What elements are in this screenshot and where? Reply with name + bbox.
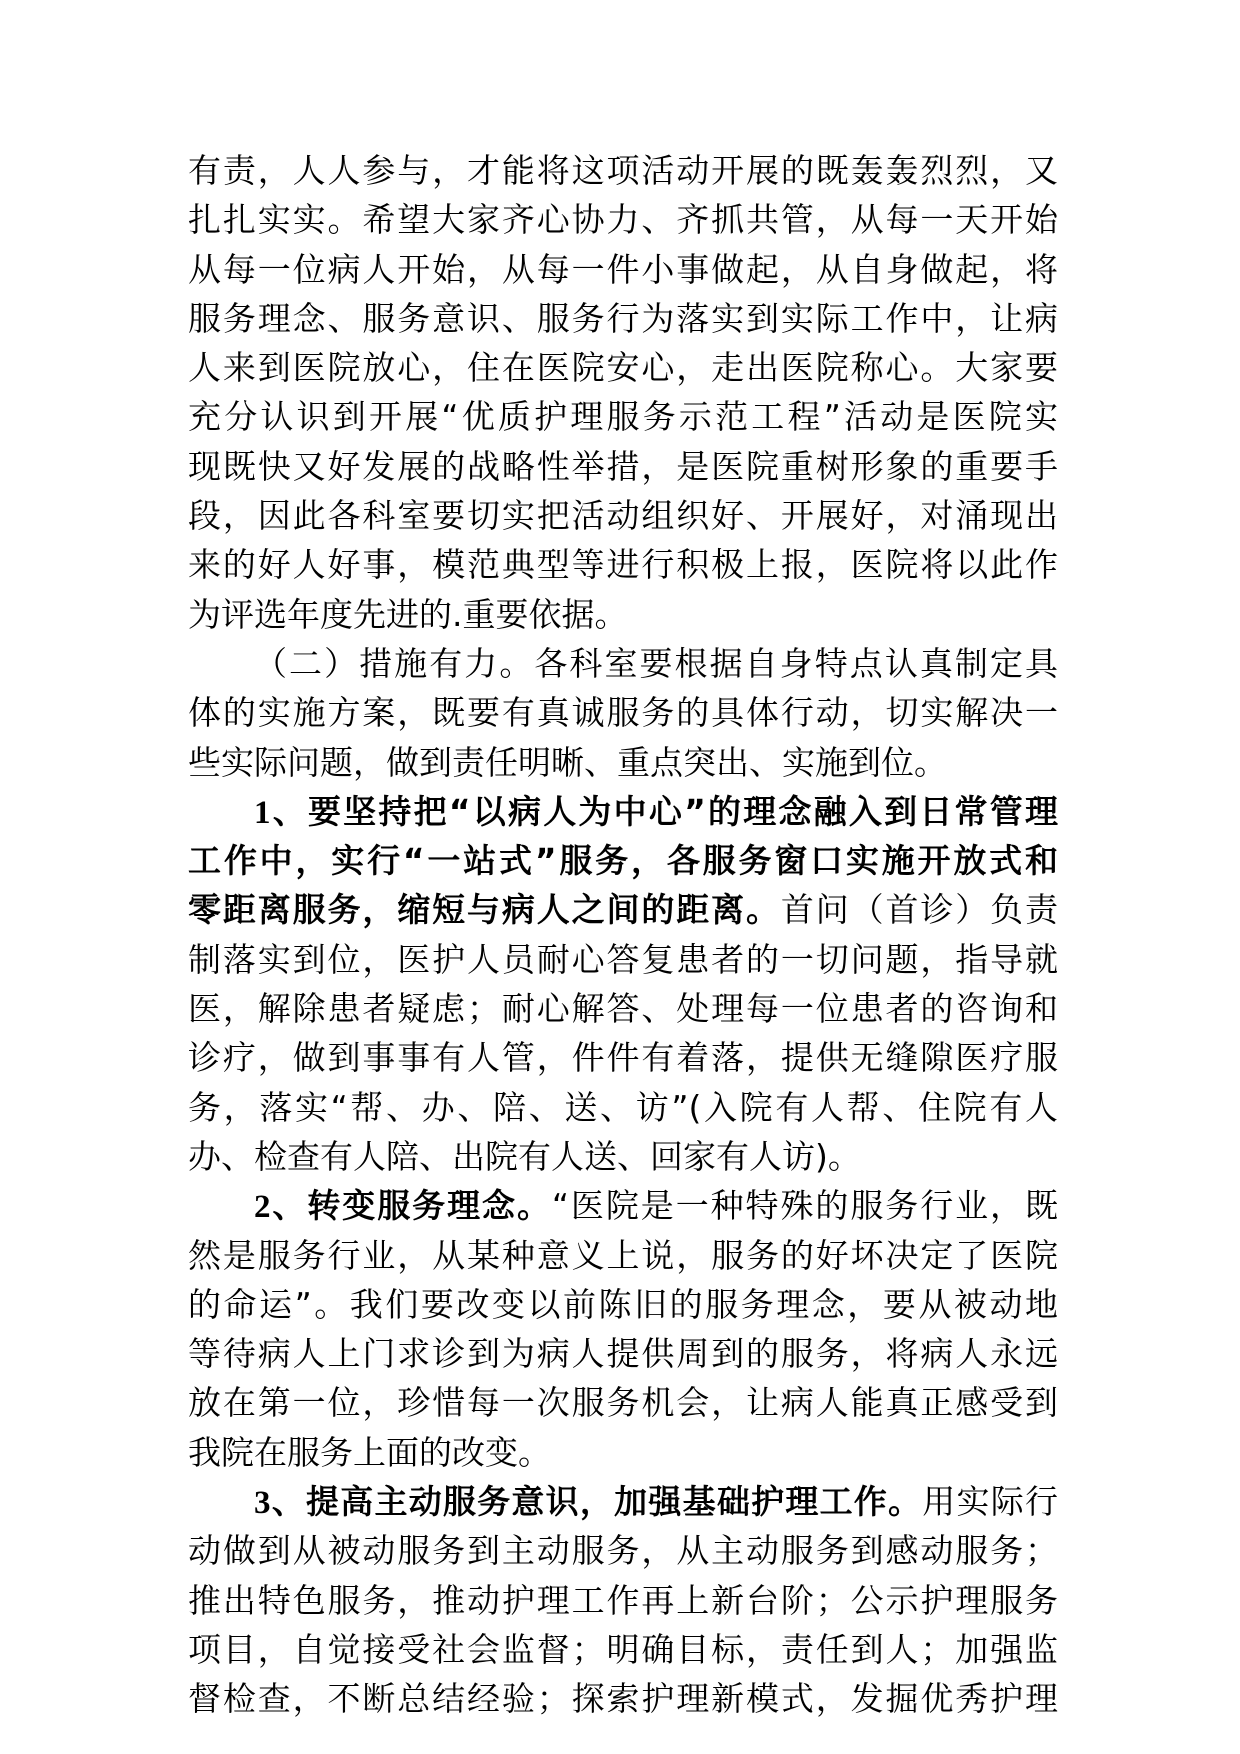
text-line	[188, 1674, 1058, 1723]
line-text: 动做到从被动服务到主动服务，从主动服务到感动服务；	[188, 1531, 1058, 1571]
text-line	[188, 146, 1058, 195]
line-text: 推出特色服务，推动护理工作再上新台阶；公示护理服务	[188, 1580, 1058, 1620]
bold-text: 零距离服务，缩短与病人之间的距离。	[188, 890, 781, 930]
line-text: 办、检查有人陪、出院有人送、回家有人访)。	[188, 1136, 861, 1176]
bold-text: 、要坚持把“以病人为中心”的理念融入到日常管理	[270, 791, 1058, 831]
line-text: 我院在服务上面的改变。	[188, 1432, 551, 1472]
line-text: 项目，自觉接受社会监督；明确目标，责任到人；加强监	[188, 1629, 1058, 1669]
paragraph-end-line	[188, 1428, 1058, 1477]
item-3-heading-line	[188, 1477, 1058, 1526]
item-2-heading-line	[188, 1181, 1058, 1230]
text-line	[188, 491, 1058, 540]
line-text: “医院是一种特殊的服务行业，既	[551, 1186, 1058, 1226]
text-line	[188, 195, 1058, 244]
item-number: 2	[254, 1189, 271, 1226]
text-line	[188, 935, 1058, 984]
mixed-text-line	[188, 885, 1058, 934]
line-text: 服务理念、服务意识、服务行为落实到实际工作中，让病	[188, 298, 1058, 338]
text-line	[188, 1625, 1058, 1674]
item-number: 1	[254, 794, 271, 831]
line-text: 用实际行	[922, 1482, 1058, 1522]
bold-text: 工作中，实行“一站式”服务，各服务窗口实施开放式和	[188, 841, 1058, 881]
line-text: 诊疗，做到事事有人管，件件有着落，提供无缝隙医疗服	[188, 1038, 1058, 1078]
line-text: 现既快又好发展的战略性举措，是医院重树形象的重要手	[188, 446, 1058, 486]
line-text: 为评选年度先进的.重要依据。	[188, 594, 628, 634]
bold-text: 、转变服务理念。	[270, 1186, 552, 1226]
section-heading-line	[188, 639, 1058, 688]
paragraph-end-line	[188, 1132, 1058, 1181]
line-text: 等待病人上门求诊到为病人提供周到的服务，将病人永远	[188, 1334, 1058, 1374]
text-line	[188, 1526, 1058, 1575]
line-text: 人来到医院放心，住在医院安心，走出医院称心。大家要	[188, 348, 1058, 388]
item-1-heading-line	[188, 787, 1058, 836]
line-text: 首问（首诊）负责	[780, 890, 1058, 930]
line-text: 的命运”。我们要改变以前陈旧的服务理念，要从被动地	[188, 1284, 1058, 1324]
text-line	[188, 442, 1058, 491]
document-page	[188, 146, 1058, 1724]
line-text: 充分认识到开展“优质护理服务示范工程”活动是医院实	[188, 397, 1058, 437]
text-line	[188, 343, 1058, 392]
line-text: 制落实到位，医护人员耐心答复患者的一切问题，指导就	[188, 939, 1058, 979]
text-line	[188, 1378, 1058, 1427]
text-line	[188, 1280, 1058, 1329]
bold-text: 、提高主动服务意识，加强基础护理工作。	[270, 1482, 923, 1522]
paragraph-end-line	[188, 738, 1058, 787]
text-line	[188, 1083, 1058, 1132]
text-line	[188, 1576, 1058, 1625]
bold-text-line	[188, 836, 1058, 885]
line-text: 督检查，不断总结经验；探索护理新模式，发掘优秀护理	[188, 1679, 1058, 1719]
text-line	[188, 540, 1058, 589]
line-text: （二）措施有力。各科室要根据自身特点认真制定具	[254, 643, 1058, 683]
line-text: 些实际问题，做到责任明晰、重点突出、实施到位。	[188, 742, 947, 782]
text-line	[188, 294, 1058, 343]
text-line	[188, 1329, 1058, 1378]
paragraph-end-line	[188, 590, 1058, 639]
text-line	[188, 245, 1058, 294]
line-text: 有责，人人参与，才能将这项活动开展的既轰轰烈烈，又	[188, 151, 1058, 190]
line-text: 扎扎实实。希望大家齐心协力、齐抓共管，从每一天开始	[188, 200, 1058, 240]
text-line	[188, 392, 1058, 441]
text-line	[188, 984, 1058, 1033]
line-text: 段，因此各科室要切实把活动组织好、开展好，对涌现出	[188, 496, 1058, 536]
line-text: 从每一位病人开始，从每一件小事做起，从自身做起，将	[188, 249, 1058, 289]
text-line	[188, 1033, 1058, 1082]
line-text: 然是服务行业，从某种意义上说，服务的好坏决定了医院	[188, 1235, 1058, 1275]
text-line	[188, 1231, 1058, 1280]
line-text: 医，解除患者疑虑；耐心解答、处理每一位患者的咨询和	[188, 989, 1058, 1029]
line-text: 放在第一位，珍惜每一次服务机会，让病人能真正感受到	[188, 1383, 1058, 1423]
item-number: 3	[254, 1485, 271, 1522]
line-text: 务，落实“帮、办、陪、送、访”(入院有人帮、住院有人	[188, 1087, 1058, 1127]
text-line	[188, 688, 1058, 737]
line-text: 体的实施方案，既要有真诚服务的具体行动，切实解决一	[188, 693, 1058, 733]
line-text: 来的好人好事，模范典型等进行积极上报，医院将以此作	[188, 545, 1058, 585]
